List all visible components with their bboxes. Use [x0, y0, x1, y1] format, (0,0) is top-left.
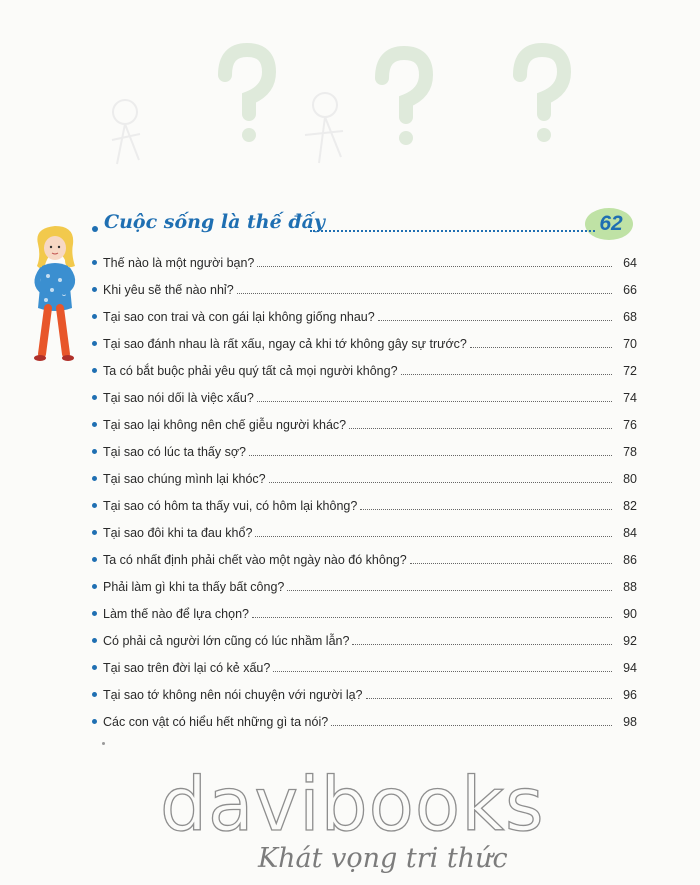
- entry-title: Tại sao có hôm ta thấy vui, có hôm lại không?: [103, 498, 358, 513]
- bullet-icon: [92, 422, 97, 427]
- dot-leader: [257, 265, 612, 267]
- entry-title: Làm thế nào để lựa chọn?: [103, 606, 249, 621]
- entry-title: Các con vật có hiểu hết những gì ta nói?: [103, 714, 329, 729]
- toc-entries: [92, 249, 637, 735]
- entry-page-number: 96: [623, 687, 637, 702]
- entry-page-number: 66: [623, 282, 637, 297]
- entry-page-number: 86: [623, 552, 637, 567]
- entry-page-number: 74: [623, 390, 637, 405]
- entry-title: Có phải cả người lớn cũng có lúc nhầm lẫn?: [103, 633, 350, 648]
- toc-entry[interactable]: [92, 546, 637, 573]
- dot-leader: [237, 292, 612, 294]
- entry-page-number: 88: [623, 579, 637, 594]
- dot-leader: [401, 373, 612, 375]
- bullet-icon: [92, 611, 97, 616]
- dot-leader: [252, 616, 612, 618]
- toc-entry[interactable]: [92, 573, 637, 600]
- entry-page-number: 84: [623, 525, 637, 540]
- entry-page-number: 72: [623, 363, 637, 378]
- background-question-marks: [0, 0, 700, 200]
- girl-illustration: [20, 222, 90, 372]
- toc-entry[interactable]: [92, 303, 637, 330]
- section-dot-leader: [310, 230, 595, 232]
- entry-page-number: 64: [623, 255, 637, 270]
- bullet-icon: [92, 368, 97, 373]
- entry-title: Tại sao có lúc ta thấy sợ?: [103, 444, 246, 459]
- bullet-icon: [92, 665, 97, 670]
- dot-leader: [366, 697, 613, 699]
- stray-mark: [102, 742, 105, 745]
- bullet-icon: [92, 314, 97, 319]
- entry-page-number: 70: [623, 336, 637, 351]
- entry-title: Khi yêu sẽ thế nào nhỉ?: [103, 282, 234, 297]
- toc-entry[interactable]: [92, 249, 637, 276]
- entry-title: Tại sao trên đời lại có kẻ xấu?: [103, 660, 271, 675]
- dot-leader: [287, 589, 612, 591]
- toc-entry[interactable]: [92, 600, 637, 627]
- entry-title: Tại sao lại không nên chế giễu người khác?: [103, 417, 347, 432]
- bullet-icon: [92, 584, 97, 589]
- watermark-logo: davibooks: [160, 762, 545, 848]
- toc-entry[interactable]: [92, 654, 637, 681]
- entry-page-number: 90: [623, 606, 637, 621]
- toc-entry[interactable]: [92, 384, 637, 411]
- entry-title: Ta có bắt buộc phải yêu quý tất cả mọi người không?: [103, 363, 398, 378]
- toc-entry[interactable]: [92, 357, 637, 384]
- section-title: Cuộc sống là thế đấy: [104, 211, 325, 233]
- toc-entry[interactable]: [92, 681, 637, 708]
- toc-entry[interactable]: [92, 708, 637, 735]
- entry-title: Ta có nhất định phải chết vào một ngày nào đó không?: [103, 552, 407, 567]
- entry-page-number: 68: [623, 309, 637, 324]
- dot-leader: [410, 562, 612, 564]
- toc-entry[interactable]: [92, 411, 637, 438]
- entry-page-number: 76: [623, 417, 637, 432]
- toc-entry[interactable]: [92, 330, 637, 357]
- entry-title: Tại sao nói dối là việc xấu?: [103, 390, 254, 405]
- entry-title: Tại sao con trai và con gái lại không giống nhau?: [103, 309, 375, 324]
- dot-leader: [331, 724, 612, 726]
- toc-entry[interactable]: [92, 438, 637, 465]
- bullet-icon: [92, 557, 97, 562]
- dot-leader: [255, 535, 612, 537]
- dot-leader: [249, 454, 612, 456]
- bullet-icon: [92, 341, 97, 346]
- bullet-icon: [92, 449, 97, 454]
- watermark-tagline: Khát vọng tri thức: [258, 843, 508, 874]
- entry-page-number: 78: [623, 444, 637, 459]
- entry-title: Tại sao chúng mình lại khóc?: [103, 471, 266, 486]
- bullet-icon: [92, 719, 97, 724]
- entry-title: Tại sao tớ không nên nói chuyện với người lạ?: [103, 687, 363, 702]
- section-header[interactable]: [92, 205, 637, 245]
- bullet-icon: [92, 395, 97, 400]
- entry-title: Tại sao đánh nhau là rất xấu, ngay cả khi tớ không gây sự trước?: [103, 336, 467, 351]
- bullet-icon: [92, 638, 97, 643]
- entry-page-number: 98: [623, 714, 637, 729]
- toc-entry[interactable]: [92, 519, 637, 546]
- entry-page-number: 92: [623, 633, 637, 648]
- dot-leader: [273, 670, 612, 672]
- dot-leader: [352, 643, 612, 645]
- section-bullet: [92, 226, 98, 232]
- toc-entry[interactable]: [92, 465, 637, 492]
- dot-leader: [378, 319, 612, 321]
- entry-page-number: 94: [623, 660, 637, 675]
- toc-entry[interactable]: [92, 492, 637, 519]
- bullet-icon: [92, 692, 97, 697]
- bullet-icon: [92, 530, 97, 535]
- entry-title: Thế nào là một người bạn?: [103, 255, 255, 270]
- dot-leader: [349, 427, 612, 429]
- entry-title: Phải làm gì khi ta thấy bất công?: [103, 579, 285, 594]
- dot-leader: [360, 508, 612, 510]
- entry-page-number: 80: [623, 471, 637, 486]
- entry-title: Tại sao đôi khi ta đau khổ?: [103, 525, 253, 540]
- bullet-icon: [92, 476, 97, 481]
- bullet-icon: [92, 503, 97, 508]
- dot-leader: [269, 481, 612, 483]
- toc-entry[interactable]: [92, 627, 637, 654]
- toc-entry[interactable]: [92, 276, 637, 303]
- dot-leader: [470, 346, 612, 348]
- section-page-number: 62: [591, 208, 631, 240]
- entry-page-number: 82: [623, 498, 637, 513]
- bullet-icon: [92, 287, 97, 292]
- bullet-icon: [92, 260, 97, 265]
- dot-leader: [257, 400, 612, 402]
